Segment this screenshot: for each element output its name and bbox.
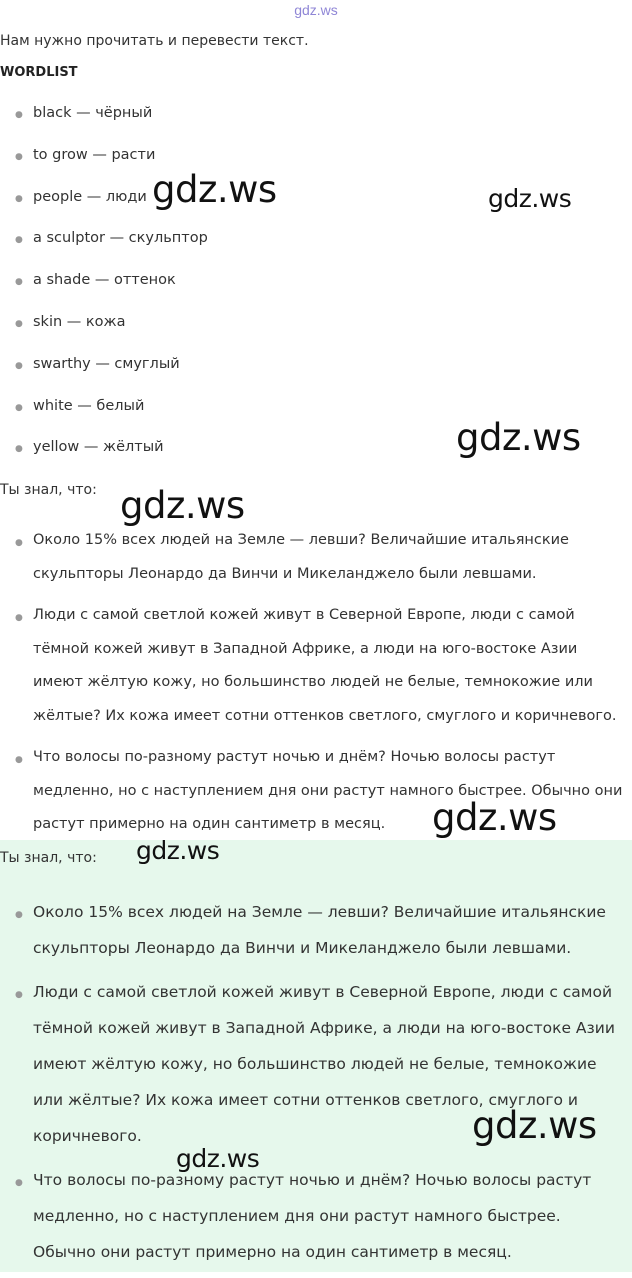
list-item-text: skin — кожа — [33, 313, 126, 330]
watermark: gdz.ws — [136, 836, 220, 865]
bullet-dot-icon: ● — [15, 277, 23, 288]
list-item — [0, 437, 208, 479]
watermark: gdz.ws — [472, 1104, 597, 1147]
list-item-text: black — чёрный — [33, 105, 153, 121]
list-item — [0, 599, 630, 733]
facts-heading: Ты знал, что: — [0, 850, 97, 866]
list-item — [0, 103, 208, 145]
list-item — [0, 396, 208, 438]
intro-text: Нам нужно прочитать и перевести текст. — [0, 33, 309, 49]
facts-heading: Ты знал, что: — [0, 482, 97, 498]
list-item-text: people — люди — [33, 188, 147, 205]
watermark: gdz.ws — [432, 796, 557, 839]
list-item-text: to grow — расти — [33, 146, 156, 163]
list-item — [0, 894, 630, 966]
list-item — [0, 524, 630, 591]
fact-text: Около 15% всех людей на Земле — левши? Величайшие итальянские скульпторы Леонардо да Винчи и Микеланджело были левшами. — [33, 532, 569, 582]
watermark: gdz.ws — [488, 184, 572, 213]
list-item — [0, 354, 208, 396]
list-item — [0, 228, 208, 270]
list-item-text: a shade — оттенок — [33, 272, 176, 289]
bullet-dot-icon: ● — [15, 1178, 23, 1188]
bullet-dot-icon: ● — [15, 990, 23, 1000]
fact-text: Около 15% всех людей на Земле — левши? Величайшие итальянские скульпторы Леонардо да Винчи и Микеланджело были левшами. — [33, 903, 606, 957]
bullet-dot-icon: ● — [15, 110, 23, 120]
wordlist-heading: WORDLIST — [0, 65, 78, 80]
bullet-dot-icon: ● — [15, 538, 23, 548]
list-item-text: yellow — жёлтый — [33, 439, 164, 456]
watermark: gdz.ws — [176, 1144, 260, 1173]
bullet-dot-icon: ● — [15, 402, 23, 413]
site-link[interactable]: gdz.ws — [294, 2, 338, 18]
fact-text: Люди с самой светлой кожей живут в Северной Европе, люди с самой тёмной кожей живут в Западной Африке, а люди на юго-востоке Азии имеют жёлтую кожу, но большинство людей не белые, темнокожие или жёлтые? Их кожа имеет сотни оттенков светлого, смуглого и коричневого. — [33, 607, 617, 724]
bullet-dot-icon: ● — [15, 613, 23, 623]
list-item-text: white — белый — [33, 397, 145, 414]
bullet-dot-icon: ● — [15, 235, 23, 246]
list-item — [0, 312, 208, 354]
bullet-dot-icon: ● — [15, 193, 23, 204]
fact-text: Люди с самой светлой кожей живут в Северной Европе, люди с самой тёмной кожей живут в Западной Африке, а люди на юго-востоке Азии имеют жёлтую кожу, но большинство людей не белые, темнокожие или жёлтые? Их кожа имеет сотни оттенков светлого, смуглого и коричневого. — [33, 983, 615, 1145]
list-item-text: swarthy — смуглый — [33, 355, 180, 372]
bullet-dot-icon: ● — [15, 755, 23, 765]
list-item — [0, 1162, 630, 1270]
bullet-dot-icon: ● — [15, 151, 23, 162]
watermark: gdz.ws — [120, 484, 245, 527]
fact-text: Что волосы по-разному растут ночью и днём? Ночью волосы растут медленно, но с наступлением дня они растут намного быстрее. Обычно они растут примерно на один сантиметр в месяц. — [33, 1171, 592, 1261]
list-item-text: a sculptor — скульптор — [33, 230, 208, 247]
wordlist — [0, 103, 208, 479]
list-item — [0, 270, 208, 312]
bullet-dot-icon: ● — [15, 318, 23, 329]
fact-text: Что волосы по-разному растут ночью и днём? Ночью волосы растут медленно, но с наступлением дня они растут намного быстрее. Обычно они растут примерно на один сантиметр в месяц. — [33, 749, 623, 832]
watermark: gdz.ws — [456, 416, 581, 459]
facts-list — [0, 894, 630, 1278]
bullet-dot-icon: ● — [15, 360, 23, 371]
watermark: gdz.ws — [152, 168, 277, 211]
bullet-dot-icon: ● — [15, 444, 23, 455]
bullet-dot-icon: ● — [15, 910, 23, 920]
